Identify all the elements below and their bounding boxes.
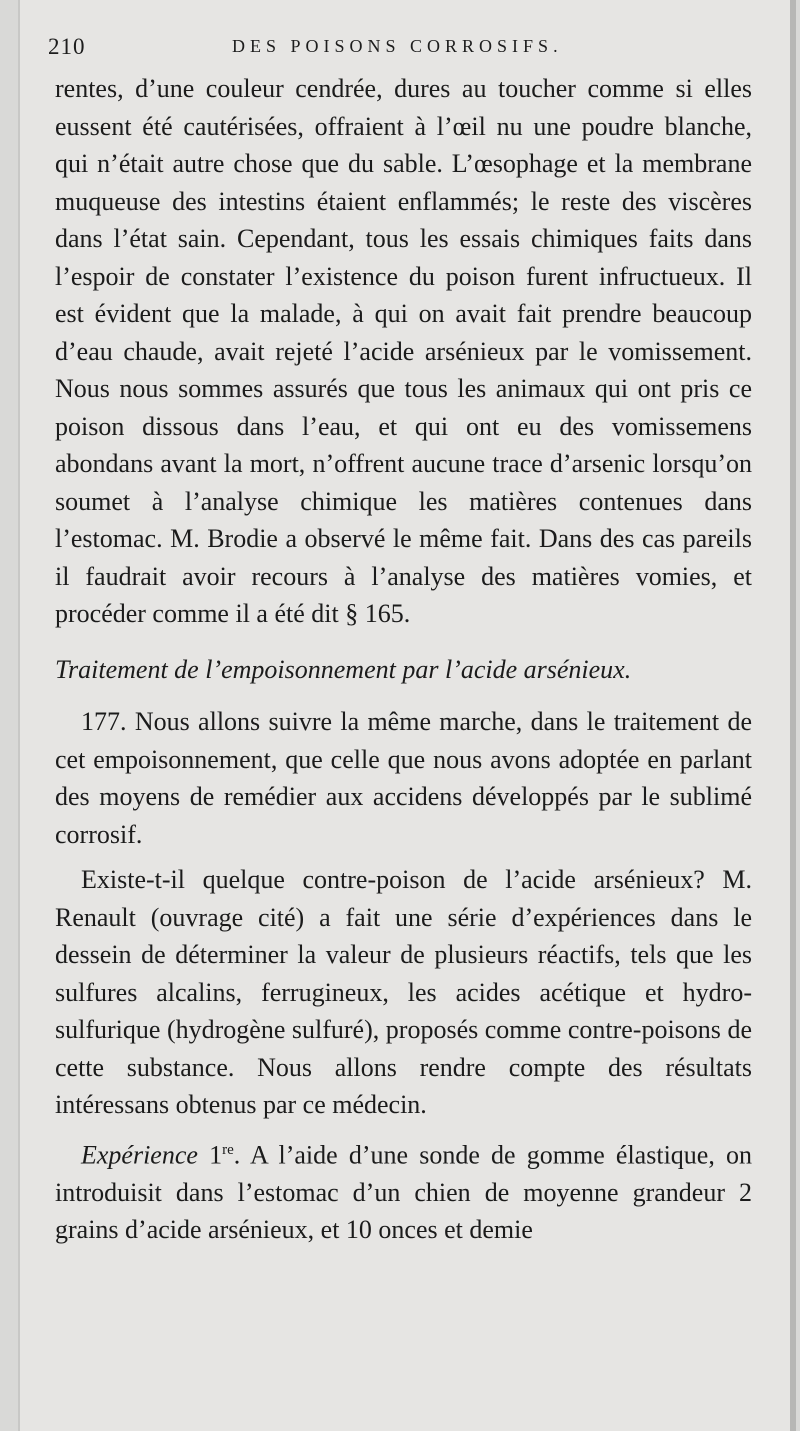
page-body (55, 70, 752, 1249)
experience-superscript: re (222, 1141, 234, 1158)
page-number: 210 (48, 34, 86, 59)
experience-text: . A l’aide d’une sonde de gomme élastique, on introduisit dans l’estomac d’un chien de moyenne grandeur 2 grains d’acide arsénieux, et 10 onces et demie (55, 1140, 752, 1245)
book-page (18, 0, 796, 1431)
experience-number: 1 (209, 1140, 223, 1170)
experience-label: Expérience (81, 1140, 198, 1170)
paragraph-3: Existe-t-il quelque contre-poison de l’acide arsénieux? M. Renault (ouvrage cité) a fait une série d’expériences dans le dessein de déterminer la valeur de plusieurs réactifs, tels que les sulfures alcalins, ferrugineux, les acides acétique et hydro-sulfurique (hydrogène sulfuré), proposés comme contre-poisons de cette substance. Nous allons rendre compte des résultats intéressans obtenus par ce médecin. (55, 865, 752, 1119)
running-title: DES POISONS CORROSIFS. (232, 36, 563, 56)
section-heading: Traitement de l’empoisonnement par l’acide arsénieux. (55, 654, 632, 684)
page-edge (790, 0, 796, 1431)
paragraph-4 (55, 1132, 752, 1249)
paragraph-1: rentes, d’une couleur cendrée, dures au toucher comme si elles eussent été cautérisées, offraient à l’œil nu une poudre blanche, qui n’était autre chose que du sable. L’œsophage et la membrane muqueuse des intestins étaient enflammés; le reste des viscères dans l’état sain. Cependant, tous les essais chimiques faits dans l’espoir de constater l’existence du poison furent infructueux. Il est évident que la malade, à qui on avait fait prendre beaucoup d’eau chaude, avait rejeté l’acide arsénieux par le vomissement. Nous nous sommes assurés que tous les animaux qui ont pris ce poison dissous dans l’eau, et qui ont eu des vomissemens abondans avant la mort, n’offrent aucune trace d’arsenic lorsqu’on soumet à l’analyse chimique les matières contenues dans l’estomac. M. Brodie a observé le même fait. Dans des cas pareils il faudrait avoir recours à l’analyse des matières vomies, et procéder comme il a été dit § 165. (55, 74, 752, 628)
page-header (48, 24, 748, 64)
paragraph-2: 177. Nous allons suivre la même marche, dans le traitement de cet empoisonnement, que celle que nous avons adoptée en parlant des moyens de remédier aux accidens développés par le sublimé corrosif. (55, 707, 752, 849)
